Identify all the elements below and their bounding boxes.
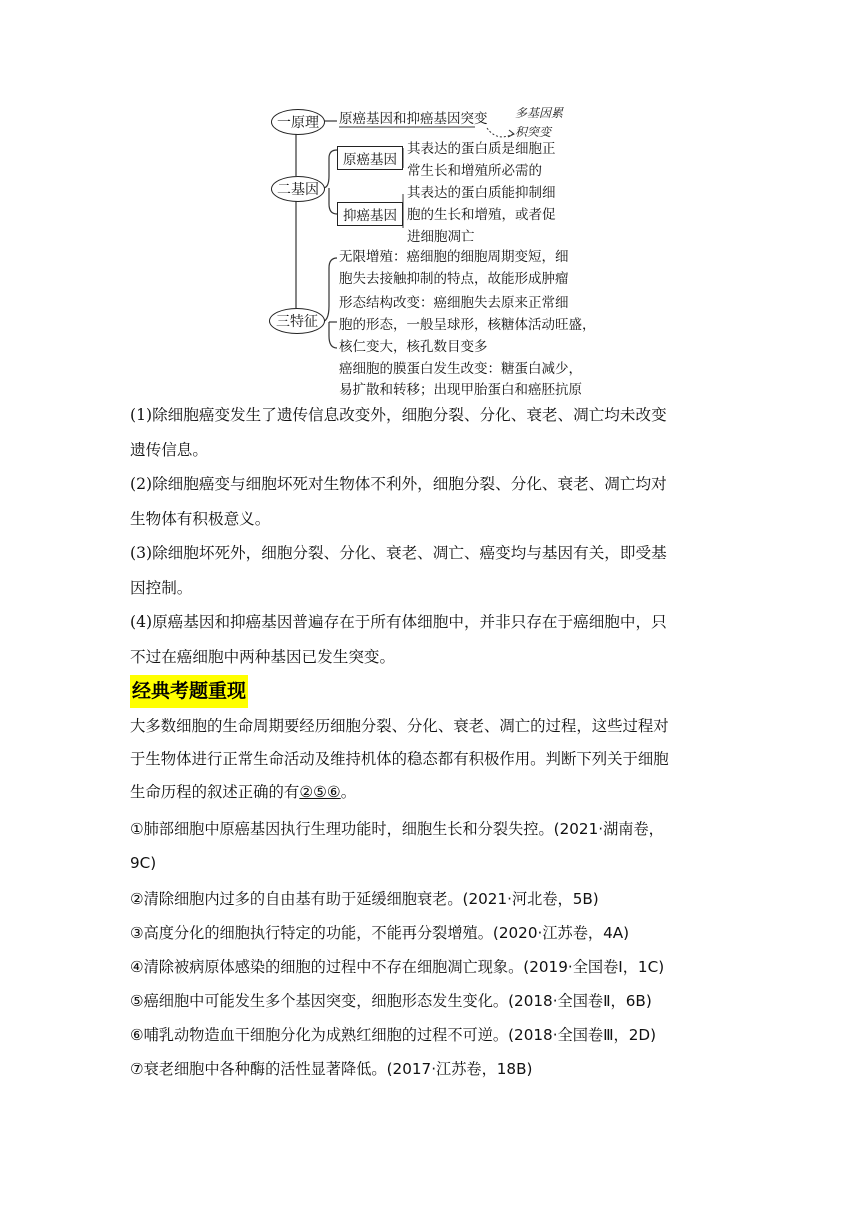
note-3-line1: (3)除细胞坏死外，细胞分裂、分化、衰老、凋亡、癌变均与基因有关，即受基: [130, 544, 667, 562]
section-heading: 经典考题重现: [130, 675, 248, 708]
cancer-concept-map: [265, 96, 615, 401]
intro-line2: 于生物体进行正常生命活动及维持机体的稳态都有积极作用。判断下列关于细胞: [130, 750, 669, 768]
proto-oncogene-box: 原癌基因: [337, 146, 403, 170]
feature2-line2: 胞的形态，一般呈球形，核糖体活动旺盛，: [339, 317, 596, 333]
handnote-line1: 多基因累: [515, 106, 564, 120]
question-item-7: ⑦衰老细胞中各种酶的活性显著降低。(2017·江苏卷，18B): [130, 1060, 533, 1078]
handnote-line2: 积突变: [515, 125, 552, 139]
question-item-2: ②清除细胞内过多的自由基有助于延缓细胞衰老。(2021·河北卷，5B): [130, 890, 599, 908]
note-2-line1: (2)除细胞癌变与细胞坏死对生物体不利外，细胞分裂、分化、衰老、凋亡均对: [130, 475, 667, 493]
principle-oval: 一原理: [271, 109, 325, 135]
note-4: [130, 605, 730, 674]
note-1-line2: 遗传信息。: [130, 440, 208, 459]
question-item-1-cont: 9C): [130, 854, 157, 872]
question-item-1: ①肺部细胞中原癌基因执行生理功能时，细胞生长和分裂失控。(2021·湖南卷，: [130, 820, 664, 838]
question-item-6: ⑥哺乳动物造血干细胞分化为成熟红细胞的过程不可逆。(2018·全国卷Ⅲ，2D): [130, 1026, 657, 1044]
proto-oncogene-line1: 其表达的蛋白质是细胞正: [407, 141, 556, 157]
note-3-line2: 因控制。: [130, 578, 193, 597]
tumor-suppressor-line1: 其表达的蛋白质能抑制细: [407, 185, 556, 201]
feature2-line3: 核仁变大，核孔数目变多: [339, 339, 488, 355]
features-oval: 三特征: [269, 308, 325, 334]
intro-line3-prefix: 生命历程的叙述正确的有: [130, 783, 300, 801]
feature2-line1: 形态结构改变：癌细胞失去原来正常细: [339, 295, 569, 311]
proto-oncogene-line2: 常生长和增殖所必需的: [407, 163, 542, 179]
intro-line3-suffix: 。: [340, 783, 357, 801]
feature3-line1: 癌细胞的膜蛋白发生改变：糖蛋白减少，: [339, 361, 582, 377]
note-3: [130, 536, 730, 605]
note-4-line1: (4)原癌基因和抑癌基因普遍存在于所有体细胞中，并非只存在于癌细胞中，只: [130, 613, 667, 631]
note-1: [130, 398, 730, 467]
note-1-line1: (1)除细胞癌变发生了遗传信息改变外，细胞分裂、分化、衰老、凋亡均未改变: [130, 406, 667, 424]
feature1-line2: 胞失去接触抑制的特点，故能形成肿瘤: [339, 271, 569, 287]
question-item-5: ⑤癌细胞中可能发生多个基因突变，细胞形态发生变化。(2018·全国卷Ⅱ，6B): [130, 992, 652, 1010]
feature1-line1: 无限增殖：癌细胞的细胞周期变短，细: [339, 249, 569, 265]
tumor-suppressor-line3: 进细胞凋亡: [407, 229, 475, 245]
intro-line1: 大多数细胞的生命周期要经历细胞分裂、分化、衰老、凋亡的过程，这些过程对: [130, 717, 669, 735]
intro-line3: [130, 776, 740, 809]
intro-paragraph: [130, 710, 740, 809]
note-4-line2: 不过在癌细胞中两种基因已发生突变。: [130, 647, 396, 666]
question-item-3: ③高度分化的细胞执行特定的功能，不能再分裂增殖。(2020·江苏卷，4A): [130, 924, 630, 942]
principle-text: 原癌基因和抑癌基因突变: [339, 111, 488, 127]
feature3-line2: 易扩散和转移；出现甲胎蛋白和癌胚抗原: [339, 382, 582, 398]
tumor-suppressor-line2: 胞的生长和增殖，或者促: [407, 207, 556, 223]
question-item-4: ④清除被病原体感染的细胞的过程中不存在细胞凋亡现象。(2019·全国卷Ⅰ，1C): [130, 958, 665, 976]
note-2: [130, 467, 730, 536]
answer-underlined: ②⑤⑥: [299, 783, 341, 801]
tumor-suppressor-box: 抑癌基因: [337, 202, 403, 226]
note-2-line2: 生物体有积极意义。: [130, 509, 271, 528]
genes-oval: 二基因: [271, 176, 325, 202]
